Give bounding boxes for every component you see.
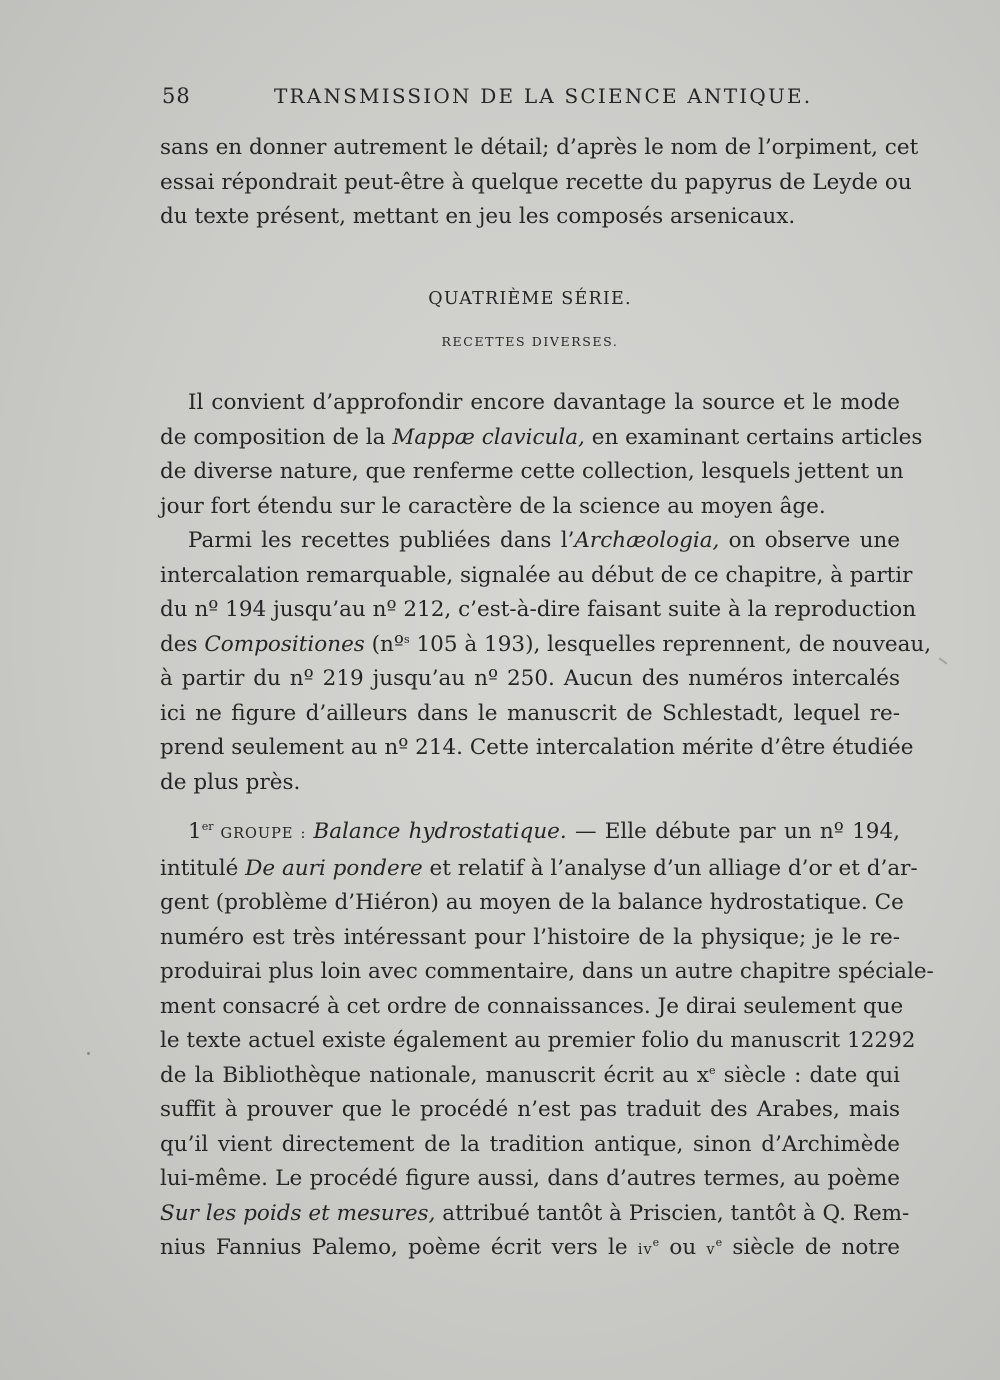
- text-line: le texte actuel existe également au premier folio du manuscrit 12292: [160, 1028, 916, 1053]
- text-line: qu’il vient directement de la tradition antique, sinon d’Archimède: [160, 1131, 900, 1157]
- section-subtitle: RECETTES DIVERSES.: [441, 334, 619, 349]
- running-head: [162, 84, 813, 118]
- text-line: lui-même. Le procédé figure aussi, dans d’autres termes, au poème: [160, 1166, 900, 1191]
- italic-heading: Balance hydrostatique.: [313, 819, 567, 844]
- text-line: de plus près.: [160, 769, 301, 795]
- text-line: gent (problème d’Hiéron) au moyen de la balance hydrostatique. Ce: [160, 890, 904, 915]
- text-run: (nº: [364, 631, 405, 657]
- text-run: intitulé: [160, 855, 246, 881]
- text-line: [160, 852, 918, 887]
- text-run: Parmi les recettes publiées dans l’: [188, 528, 575, 553]
- text-line: sans en donner autrement le détail; d’après le nom de l’orpiment, cet: [160, 135, 919, 160]
- text-line: [160, 1231, 900, 1268]
- text-run: — Elle débute par un nº 194,: [566, 819, 900, 844]
- paper-speck: [938, 657, 947, 664]
- text-line: [160, 421, 923, 456]
- italic-title: Sur les poids et mesures,: [160, 1200, 436, 1226]
- text-line: à partir du nº 219 jusqu’au nº 250. Aucun des numéros intercalés: [160, 666, 900, 691]
- paragraph-2: [160, 524, 932, 800]
- text-run: 105 à 193), lesquelles reprennent, de nouveau,: [409, 631, 932, 657]
- group-number: 1: [188, 819, 202, 844]
- text-line: produirai plus loin avec commentaire, dans un autre chapitre spéciale-: [160, 959, 934, 984]
- paragraph-1: [160, 386, 923, 524]
- text-line: [160, 815, 900, 852]
- italic-title: Mappæ clavicula,: [392, 424, 585, 450]
- text-line: ment consacré à cet ordre de connaissances. Je dirai seulement que: [160, 993, 904, 1019]
- superscript: s: [404, 632, 410, 646]
- roman-numeral: v: [706, 1242, 716, 1258]
- text-line: suffit à prouver que le procédé n’est pas traduit des Arabes, mais: [160, 1097, 900, 1122]
- section-title: QUATRIÈME SÉRIE.: [428, 289, 632, 309]
- text-line: prend seulement au nº 214. Cette intercalation mérite d’être étudiée: [160, 735, 914, 760]
- superscript: er: [201, 819, 214, 833]
- text-line: du nº 194 jusqu’au nº 212, c’est-à-dire faisant suite à la reproduction: [160, 597, 917, 622]
- paragraph-3: [160, 815, 934, 1268]
- running-title: TRANSMISSION DE LA SCIENCE ANTIQUE.: [274, 84, 813, 108]
- text-run: de la Bibliothèque nationale, manuscrit écrit au x: [160, 1062, 710, 1088]
- text-line: ici ne figure d’ailleurs dans le manuscrit de Schlestadt, lequel re-: [160, 700, 900, 726]
- text-line: [160, 524, 900, 559]
- text-run: siècle : date qui: [715, 1062, 900, 1088]
- text-line: [160, 1197, 910, 1232]
- text-run: on observe une: [719, 528, 900, 553]
- text-line: Il convient d’approfondir encore davantage la source et le mode: [188, 390, 900, 415]
- text-line: essai répondrait peut-être à quelque recette du papyrus de Leyde ou: [160, 169, 912, 195]
- text-run: en examinant certains articles: [584, 424, 923, 450]
- superscript: e: [715, 1235, 723, 1249]
- text-run: siècle de notre: [722, 1235, 900, 1260]
- text-run: attribué tantôt à Priscien, tantôt à Q. Rem-: [435, 1200, 910, 1226]
- text-line: numéro est très intéressant pour l’histoire de la physique; je le re-: [160, 924, 900, 950]
- paper-speck: [87, 1052, 90, 1055]
- text-line: intercalation remarquable, signalée au début de ce chapitre, à partir: [160, 562, 913, 588]
- text-line: du texte présent, mettant en jeu les composés arsenicaux.: [160, 204, 796, 229]
- text-run: de composition de la: [160, 424, 393, 450]
- group-label: GROUPE :: [213, 826, 314, 842]
- text-run: des: [160, 631, 205, 657]
- roman-numeral: iv: [637, 1242, 653, 1258]
- text-line: jour fort étendu sur le caractère de la science au moyen âge.: [160, 493, 826, 519]
- intro-paragraph: [160, 131, 919, 235]
- text-run: ou: [659, 1235, 707, 1260]
- italic-title: Archæologia,: [574, 528, 720, 553]
- page-number: 58: [162, 84, 191, 108]
- italic-title: De auri pondere: [245, 855, 423, 881]
- text-run: nius Fannius Palemo, poème écrit vers le: [160, 1235, 638, 1260]
- superscript: e: [709, 1063, 716, 1077]
- text-line: [160, 1059, 900, 1094]
- italic-title: Compositiones: [204, 631, 365, 657]
- text-run: et relatif à l’analyse d’un alliage d’or et d’ar-: [422, 855, 918, 881]
- superscript: e: [652, 1235, 660, 1249]
- text-line: de diverse nature, que renferme cette collection, lesquels jettent un: [160, 459, 904, 484]
- text-line: [160, 628, 932, 663]
